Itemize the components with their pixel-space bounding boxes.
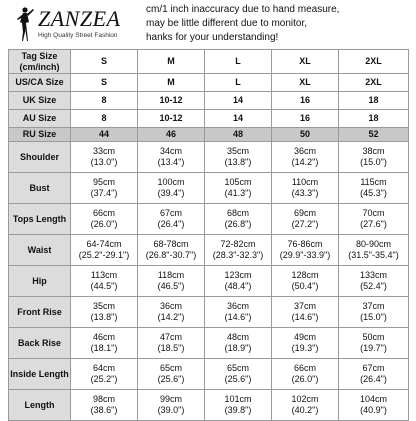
- size-row: [9, 92, 409, 110]
- measure-cell: [339, 266, 409, 297]
- inch-value: (14.2"): [291, 157, 319, 167]
- row-label: Tops Length: [9, 204, 71, 235]
- cm-value: 66cm: [293, 363, 316, 373]
- row-label: Front Rise: [9, 297, 71, 328]
- cm-value: 36cm: [159, 301, 182, 311]
- inch-value: (29.9"-33.9"): [279, 250, 331, 260]
- size-table-body: [9, 50, 409, 421]
- row-label: US/CA Size: [9, 74, 71, 92]
- size-cell: 14: [205, 110, 272, 128]
- measure-row: [9, 359, 409, 390]
- cm-value: 65cm: [226, 363, 249, 373]
- inch-value: (26.4"): [360, 374, 387, 384]
- cm-value: 123cm: [224, 270, 252, 280]
- row-label: Tag Size (cm/inch): [9, 50, 71, 74]
- inch-value: (19.3"): [291, 343, 319, 353]
- size-cell: S: [71, 74, 138, 92]
- measure-cell: [71, 297, 138, 328]
- size-cell: 2XL: [339, 50, 409, 74]
- inch-value: (14.6"): [224, 312, 252, 322]
- size-cell: 52: [339, 128, 409, 142]
- inch-value: (46.5"): [157, 281, 185, 291]
- inch-value: (26.8"-30.7"): [145, 250, 197, 260]
- cm-value: 47cm: [159, 332, 182, 342]
- inch-value: (13.8"): [224, 157, 252, 167]
- row-label: RU Size: [9, 128, 71, 142]
- size-cell: 2XL: [339, 74, 409, 92]
- measure-cell: [138, 266, 205, 297]
- measure-cell: [205, 173, 272, 204]
- size-cell: XL: [272, 74, 339, 92]
- cm-value: 34cm: [159, 146, 182, 156]
- inch-value: (31.5"-35.4"): [348, 250, 399, 260]
- cm-value: 66cm: [92, 208, 115, 218]
- cm-value: 35cm: [226, 146, 249, 156]
- measure-cell: [205, 235, 272, 266]
- measure-cell: [205, 204, 272, 235]
- measure-cell: [339, 235, 409, 266]
- row-label: AU Size: [9, 110, 71, 128]
- inch-value: (25.6"): [157, 374, 185, 384]
- cm-value: 72-82cm: [220, 239, 256, 249]
- inch-value: (25.2"-29.1"): [78, 250, 130, 260]
- measure-cell: [272, 297, 339, 328]
- size-cell: 16: [272, 110, 339, 128]
- inch-value: (13.4"): [157, 157, 185, 167]
- cm-value: 133cm: [359, 270, 387, 280]
- measure-cell: [71, 204, 138, 235]
- size-cell: 8: [71, 110, 138, 128]
- cm-value: 64-74cm: [86, 239, 122, 249]
- cm-value: 70cm: [362, 208, 385, 218]
- inch-value: (13.8"): [90, 312, 118, 322]
- cm-value: 37cm: [362, 301, 385, 311]
- size-cell: 14: [205, 92, 272, 110]
- fashion-figure-icon: [14, 6, 36, 42]
- size-cell: L: [205, 74, 272, 92]
- inch-value: (15.0"): [360, 157, 387, 167]
- cm-value: 49cm: [293, 332, 316, 342]
- notice-line: may be little different due to monitor,: [146, 18, 308, 29]
- cm-value: 67cm: [159, 208, 182, 218]
- cm-value: 105cm: [224, 177, 252, 187]
- size-cell: 10-12: [138, 110, 205, 128]
- measure-cell: [138, 359, 205, 390]
- inch-value: (19.7"): [360, 343, 387, 353]
- inch-value: (18.1"): [90, 343, 118, 353]
- cm-value: 104cm: [359, 394, 387, 404]
- cm-value: 115cm: [360, 177, 387, 187]
- cm-value: 33cm: [92, 146, 115, 156]
- cm-value: 101cm: [224, 394, 252, 404]
- inch-value: (26.4"): [157, 219, 185, 229]
- cm-value: 99cm: [159, 394, 182, 404]
- cm-value: 68cm: [226, 208, 249, 218]
- cm-value: 113cm: [90, 270, 118, 280]
- size-cell: L: [205, 50, 272, 74]
- inch-value: (44.5"): [90, 281, 118, 291]
- size-cell: 10-12: [138, 92, 205, 110]
- measure-cell: [71, 142, 138, 173]
- measure-cell: [205, 297, 272, 328]
- cm-value: 100cm: [157, 177, 185, 187]
- inch-value: (38.6"): [90, 405, 118, 415]
- inch-value: (27.2"): [291, 219, 319, 229]
- measure-cell: [272, 235, 339, 266]
- measure-cell: [339, 173, 409, 204]
- inch-value: (28.3"-32.3"): [212, 250, 264, 260]
- notice-line: cm/1 inch inaccuracy due to hand measure,: [146, 4, 340, 15]
- measure-cell: [339, 142, 409, 173]
- inch-value: (41.3"): [224, 188, 252, 198]
- inch-value: (25.6"): [224, 374, 252, 384]
- measure-cell: [71, 359, 138, 390]
- size-row: [9, 110, 409, 128]
- measure-row: [9, 204, 409, 235]
- size-cell: 18: [339, 92, 409, 110]
- size-cell: M: [138, 74, 205, 92]
- row-label: Bust: [9, 173, 71, 204]
- cm-value: 95cm: [92, 177, 115, 187]
- inch-value: (48.4"): [224, 281, 252, 291]
- measure-cell: [71, 328, 138, 359]
- measure-cell: [205, 142, 272, 173]
- measure-row: [9, 266, 409, 297]
- inch-value: (14.2"): [157, 312, 185, 322]
- inch-value: (26.0"): [291, 374, 319, 384]
- inch-value: (43.3"): [291, 188, 319, 198]
- size-cell: 44: [71, 128, 138, 142]
- measure-cell: [138, 297, 205, 328]
- row-label: Hip: [9, 266, 71, 297]
- cm-value: 38cm: [362, 146, 385, 156]
- measure-cell: [71, 235, 138, 266]
- measure-cell: [71, 266, 138, 297]
- size-cell: 46: [138, 128, 205, 142]
- row-label: Waist: [9, 235, 71, 266]
- inch-value: (26.0"): [90, 219, 118, 229]
- cm-value: 118cm: [157, 270, 185, 280]
- measure-cell: [339, 204, 409, 235]
- cm-value: 128cm: [291, 270, 319, 280]
- inch-value: (13.0"): [90, 157, 118, 167]
- size-row: [9, 74, 409, 92]
- cm-value: 37cm: [293, 301, 316, 311]
- measure-cell: [339, 297, 409, 328]
- inch-value: (39.4"): [157, 188, 185, 198]
- inch-value: (25.2"): [90, 374, 118, 384]
- measure-cell: [205, 359, 272, 390]
- brand-tagline: High Quality Street Fashion: [38, 32, 118, 39]
- cm-value: 69cm: [293, 208, 316, 218]
- measure-row: [9, 235, 409, 266]
- cm-value: 36cm: [293, 146, 316, 156]
- measure-cell: [339, 359, 409, 390]
- measure-cell: [138, 173, 205, 204]
- measure-cell: [71, 173, 138, 204]
- cm-value: 64cm: [92, 363, 115, 373]
- measure-cell: [272, 359, 339, 390]
- cm-value: 76-86cm: [287, 239, 323, 249]
- inch-value: (27.6"): [360, 219, 387, 229]
- cm-value: 50cm: [362, 332, 385, 342]
- inch-value: (39.8"): [224, 405, 252, 415]
- inch-value: (50.4"): [291, 281, 319, 291]
- cm-value: 48cm: [226, 332, 249, 342]
- inch-value: (40.2"): [291, 405, 319, 415]
- measure-cell: [138, 328, 205, 359]
- inch-value: (18.9"): [224, 343, 252, 353]
- measure-row: [9, 173, 409, 204]
- size-cell: 18: [339, 110, 409, 128]
- size-cell: 16: [272, 92, 339, 110]
- inch-value: (37.4"): [90, 188, 118, 198]
- cm-value: 98cm: [92, 394, 115, 404]
- brand-name: ZANZEA: [38, 6, 121, 31]
- size-table: [8, 49, 409, 421]
- size-cell: 8: [71, 92, 138, 110]
- cm-value: 36cm: [226, 301, 249, 311]
- row-label: Shoulder: [9, 142, 71, 173]
- notice-line: hanks for your understanding!: [146, 32, 279, 43]
- inch-value: (39.0"): [157, 405, 185, 415]
- row-label: Length: [9, 390, 71, 421]
- measure-row: [9, 297, 409, 328]
- measure-cell: [272, 328, 339, 359]
- cm-value: 35cm: [92, 301, 115, 311]
- size-cell: S: [71, 50, 138, 74]
- measure-row: [9, 142, 409, 173]
- size-cell: 48: [205, 128, 272, 142]
- measure-cell: [205, 266, 272, 297]
- measure-cell: [272, 204, 339, 235]
- brand-logo: [14, 4, 138, 44]
- measurement-notice: [146, 3, 339, 45]
- measure-cell: [138, 235, 205, 266]
- row-label: UK Size: [9, 92, 71, 110]
- row-label: Inside Length: [9, 359, 71, 390]
- inch-value: (15.0"): [360, 312, 387, 322]
- cm-value: 110cm: [291, 177, 319, 187]
- cm-value: 65cm: [159, 363, 182, 373]
- inch-value: (14.6"): [291, 312, 319, 322]
- inch-value: (26.8"): [224, 219, 252, 229]
- measure-cell: [205, 328, 272, 359]
- inch-value: (52.4"): [360, 281, 387, 291]
- cm-value: 46cm: [92, 332, 115, 342]
- cm-value: 102cm: [291, 394, 319, 404]
- inch-value: (45.3"): [360, 188, 387, 198]
- measure-cell: [272, 173, 339, 204]
- size-cell: XL: [272, 50, 339, 74]
- size-row: [9, 50, 409, 74]
- inch-value: (18.5"): [157, 343, 185, 353]
- measure-cell: [138, 142, 205, 173]
- inch-value: (40.9"): [360, 405, 387, 415]
- header: [0, 0, 416, 46]
- row-label: Back Rise: [9, 328, 71, 359]
- measure-cell: [272, 142, 339, 173]
- size-cell: M: [138, 50, 205, 74]
- cm-value: 68-78cm: [153, 239, 189, 249]
- measure-row: [9, 328, 409, 359]
- size-cell: 50: [272, 128, 339, 142]
- size-row: [9, 128, 409, 142]
- measure-cell: [339, 328, 409, 359]
- cm-value: 80-90cm: [355, 239, 391, 249]
- cm-value: 67cm: [362, 363, 385, 373]
- measure-cell: [138, 204, 205, 235]
- measure-cell: [272, 266, 339, 297]
